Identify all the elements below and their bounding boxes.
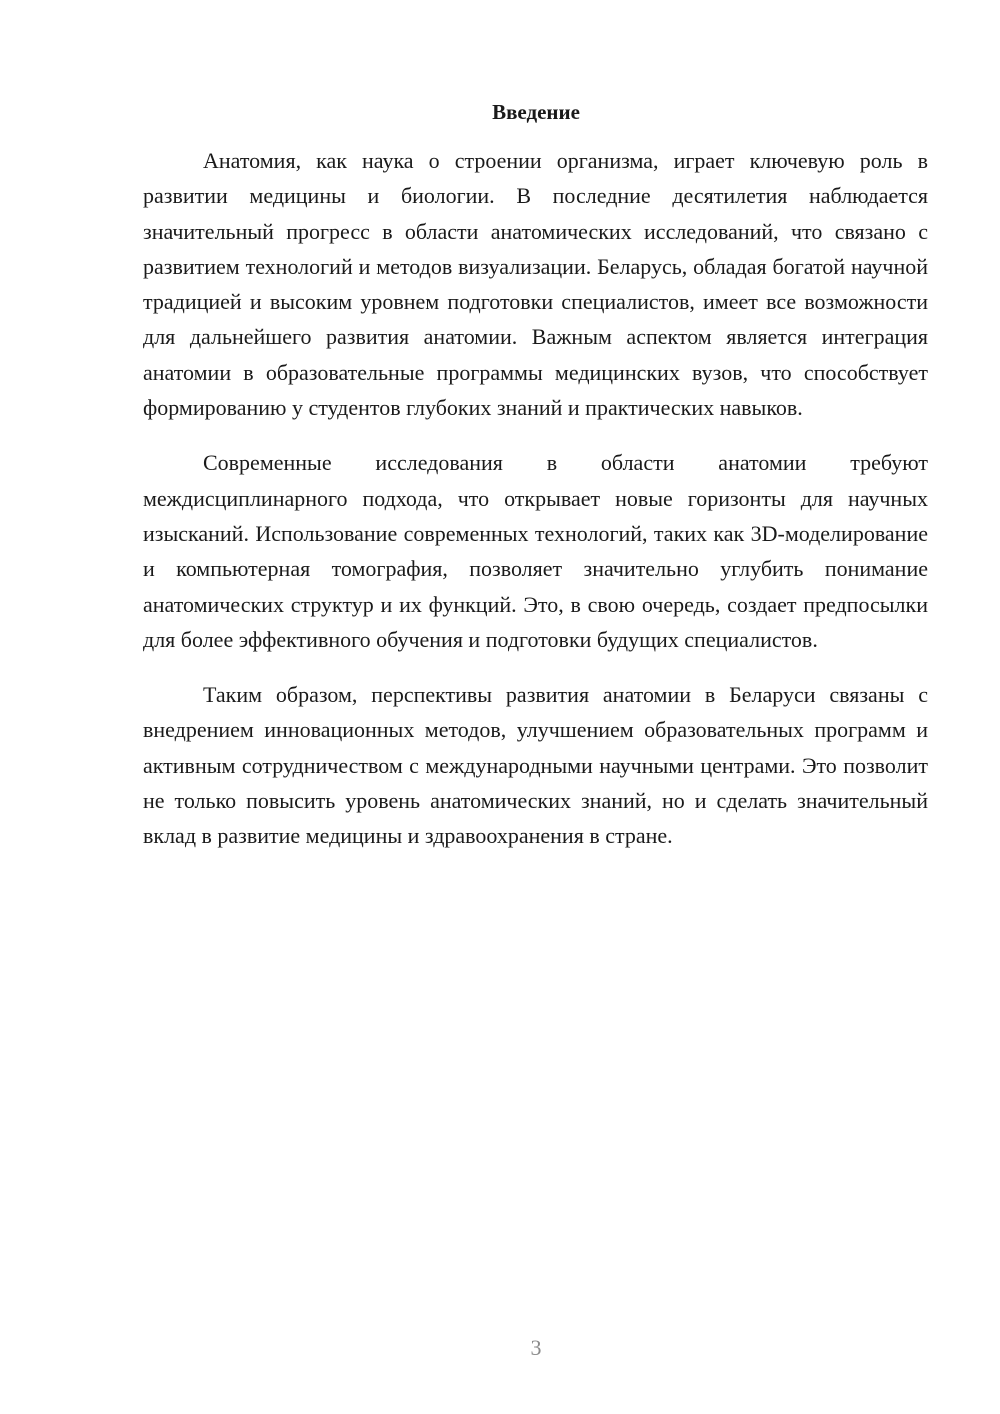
- page-title: Введение: [492, 100, 580, 124]
- document-body: [143, 143, 928, 874]
- paragraph-2: Современные исследования в области анатомии требуют междисциплинарного подхода, что открывает новые горизонты для научных изысканий. Использование современных технологий, таких как 3D-моделирование и компьютерная томография, позволяет значительно углубить понимание анатомических структур и их функций. Это, в свою очередь, создает предпосылки для более эффективного обучения и подготовки будущих специалистов.: [143, 450, 928, 652]
- paragraph-1: Анатомия, как наука о строении организма, играет ключевую роль в развитии медицины и биологии. В последние десятилетия наблюдается значительный прогресс в области анатомических исследований, что связано с развитием технологий и методов визуализации. Беларусь, обладая богатой научной традицией и высоким уровнем подготовки специалистов, имеет все возможности для дальнейшего развития анатомии. Важным аспектом является интеграция анатомии в образовательные программы медицинских вузов, что способствует формированию у студентов глубоких знаний и практических навыков.: [143, 148, 928, 421]
- paragraph-3: Таким образом, перспективы развития анатомии в Беларуси связаны с внедрением инновационных методов, улучшением образовательных программ и активным сотрудничеством с международными научными центрами. Это позволит не только повысить уровень анатомических знаний, но и сделать значительный вклад в развитие медицины и здравоохранения в стране.: [143, 682, 928, 849]
- page-number: 3: [530, 1335, 542, 1360]
